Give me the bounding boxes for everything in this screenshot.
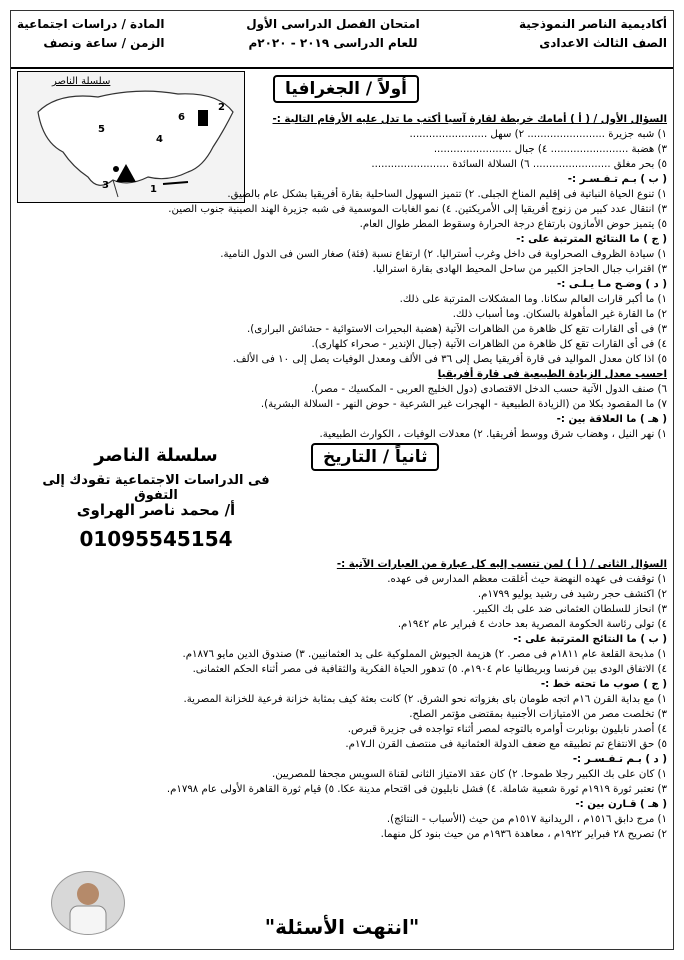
asia-map-drawing: [18, 72, 244, 202]
ad-teacher-name: أ/ محمد ناصر الهراوى: [76, 501, 236, 519]
ad-phone: 01095545154: [79, 527, 233, 551]
header-subject: [17, 15, 164, 53]
ad-slogan: فى الدراسات الاجتماعية تقودك إلى التفوق: [42, 473, 270, 503]
grade-level: الصف الثالث الاعدادى: [539, 36, 667, 50]
question-line: ٣) انحاز للسلطان العثمانى ضد على بك الكبير.: [472, 604, 667, 615]
question-line: ( د ) وضـح مـا يـلـى :-: [557, 279, 667, 290]
question-line: ( ج ) صوب ما تحته خط :-: [540, 679, 667, 690]
geography-title: أولاً / الجغرافيا: [273, 75, 419, 103]
question-line: ٣) تعتبر ثورة ١٩١٩م ثورة شعبية شاملة. ٤) فشل نابليون فى اقتحام مدينة عكا. ٥) قيام ثورة القاهرة الأولى عام ١٧٩٨م.: [166, 784, 667, 795]
question-line: ١) مذبحة القلعة عام ١٨١١م فى مصر. ٢) هزيمة الجيوش المملوكية على يد العثمانيين. ٣) صندوق الدين مايو ١٨٧٦م.: [182, 649, 667, 660]
academic-year: للعام الدراسى ٢٠١٩ - ٢٠٢٠م: [248, 36, 418, 50]
question-line: احسب معدل الزيادة الطبيعية فى قارة أفريقيا: [437, 369, 667, 380]
map-number-3: 3: [102, 180, 109, 191]
question-line: ٤) فى أى القارات تقع كل ظاهرة من الظاهرات الآتية (جبال الإندير - صحراء كلهارى).: [311, 339, 667, 350]
map-number-2: 2: [218, 102, 225, 113]
exam-page: [10, 10, 674, 950]
question-line: ٥) بحر مغلق ........................ ٦) السلالة السائدة ........................: [371, 159, 667, 170]
school-name: أكاديمية الناصر النموذجية: [519, 17, 667, 31]
question-line: ١) ما أكبر قارات العالم سكانا. وما المشكلات المترتبة على ذلك.: [399, 294, 667, 305]
question-line: ٣) تخلصت مصر من الامتيازات الأجنبية بمقتضى مؤتمر الصلح.: [409, 709, 667, 720]
subject-name: المادة / دراسات اجتماعية: [17, 17, 165, 31]
map-number-4: 4: [156, 134, 163, 145]
question-line: ١) شبه جزيرة ........................ ٢) سهل ........................: [409, 129, 667, 140]
header-exam: [228, 15, 438, 53]
question-line: ١) توقفت فى عهده النهضة حيث أغلقت معظم المدارس فى عهده.: [387, 574, 667, 585]
question-line: ( ج ) ما النتائج المترتبة على :-: [516, 234, 667, 245]
question-line: ( ب ) ما النتائج المترتبة على :-: [513, 634, 667, 645]
question-line: ١) مع بداية القرن ١٦م اتجه طومان باى بغزواته نحو الشرق. ٢) كانت بعثة كيف بمثابة خزانة فرعية للخزانة المصرية.: [183, 694, 667, 705]
question-line: السؤال الثانى / ( أ ) لمن تنسب إليه كل عبارة من العبارات الآتية :-: [336, 559, 667, 570]
question-line: ٢) اكتشف حجر رشيد فى رشيد يوليو ١٧٩٩م.: [477, 589, 667, 600]
question-line: ١) سيادة الظروف الصحراوية فى داخل وغرب أستراليا. ٢) ارتفاع نسبة (فئة) صغار السن فى الدول النامية.: [220, 249, 667, 260]
map-number-5: 5: [98, 124, 105, 135]
question-line: ٤) تولى رئاسة الحكومة المصرية بعد حادث ٤ فبراير عام ١٩٤٢م.: [397, 619, 667, 630]
exam-end-note: "انتهت الأسئلة": [264, 915, 420, 939]
question-line: ٣) هضبة ........................ ٤) جبال ........................: [433, 144, 667, 155]
question-line: ( هـ ) ما العلاقة بين :-: [556, 414, 667, 425]
question-line: ( هـ ) قـارن بين :-: [575, 799, 667, 810]
question-line: ( د ) بـم تـفـسـر :-: [572, 754, 667, 765]
question-line: ٢) ما القارة غير المأهولة بالسكان. وما أسباب ذلك.: [452, 309, 667, 320]
question-line: ٥) يتميز حوض الأمازون بارتفاع درجة الحرارة وسقوط المطر طوال العام.: [359, 219, 667, 230]
map-number-6: 6: [178, 112, 185, 123]
question-line: ١) كان على بك الكبير رجلا طموحا. ٢) كان عقد الامتياز الثانى لقناة السويس مجحفا للمصريين.: [271, 769, 667, 780]
question-line: ٣) انتقال عدد كبير من زنوج أفريقيا إلى الأمريكتين. ٤) نمو الغابات الموسمية فى شبه جزيرة الهند الصينية جنوب الصين.: [168, 204, 667, 215]
question-line: ٣) فى أى القارات تقع كل ظاهرة من الظاهرات الآتية (هضبة البحيرات الاستوائية - حشائش البرارى).: [247, 324, 667, 335]
question-line: ١) مرج دابق ١٥١٦م ، الريدانية ١٥١٧م من حيث (الأسباب - النتائج).: [386, 814, 667, 825]
question-line: ٤) الاتفاق الودى بين فرنسا وبريطانيا عام ١٩٠٤م. ٥) تدهور الحياة الفكرية والثقافية فى مصر أثناء الحكم العثمانى.: [192, 664, 667, 675]
question-line: ٢) تصريح ٢٨ فبراير ١٩٢٢م ، معاهدة ١٩٣٦م من حيث بنود كل منهما.: [380, 829, 667, 840]
question-line: ٣) اقتراب جبال الحاجز الكبير من ساحل المحيط الهادى بقارة استراليا.: [372, 264, 667, 275]
ad-series-name: سلسلة الناصر: [94, 445, 218, 466]
question-line: ٥) حق الانتفاع تم تطبيقه مع ضعف الدولة العثمانية فى منتصف القرن الـ١٧م.: [345, 739, 667, 750]
question-line: ١) نهر النيل ، وهضاب شرق ووسط أفريقيا. ٢) معدلات الوفيات ، الكوارث الطبيعية.: [319, 429, 667, 440]
asia-map: [17, 71, 245, 203]
question-line: ٥) اذا كان معدل المواليد فى قارة أفريقيا يصل إلى ٣٦ فى الألف ومعدل الوفيات يصل إلى ١٠ فى الألف.: [232, 354, 667, 365]
map-number-1: 1: [150, 184, 157, 195]
question-line: ٤) أصدر نابليون بونابرت أوامره بالتوجه لمصر أثناء تواجده فى جزيرة قبرص.: [347, 724, 667, 735]
map-title: سلسلة الناصر: [52, 76, 111, 87]
exam-header: [11, 11, 673, 69]
history-title: ثانياً / التاريخ: [311, 443, 439, 471]
question-line: السؤال الأول / ( أ ) أمامك خريطة لقارة آسيا أكتب ما تدل عليه الأرقام التالية :-: [272, 114, 667, 125]
header-school: [519, 15, 667, 53]
question-line: ١) تنوع الحياة النباتية فى إقليم المناخ الجبلى. ٢) تتميز السهول الساحلية بقارة أفريقيا بشكل عام بالضيق.: [227, 189, 667, 200]
question-line: ٦) صنف الدول الآتية حسب الدخل الاقتصادى (دول الخليج العربى - المكسيك - مصر).: [311, 384, 667, 395]
question-line: ٧) ما المقصود بكلا من (الزيادة الطبيعية - الهجرات غير الشرعية - حوض النهر - السلالة البشرية).: [260, 399, 667, 410]
exam-title: امتحان الفصل الدراسى الأول: [246, 17, 420, 31]
question-line: ( ب ) بـم تـفـسـر :-: [567, 174, 667, 185]
exam-duration: الزمن / ساعة ونصف: [43, 36, 165, 50]
